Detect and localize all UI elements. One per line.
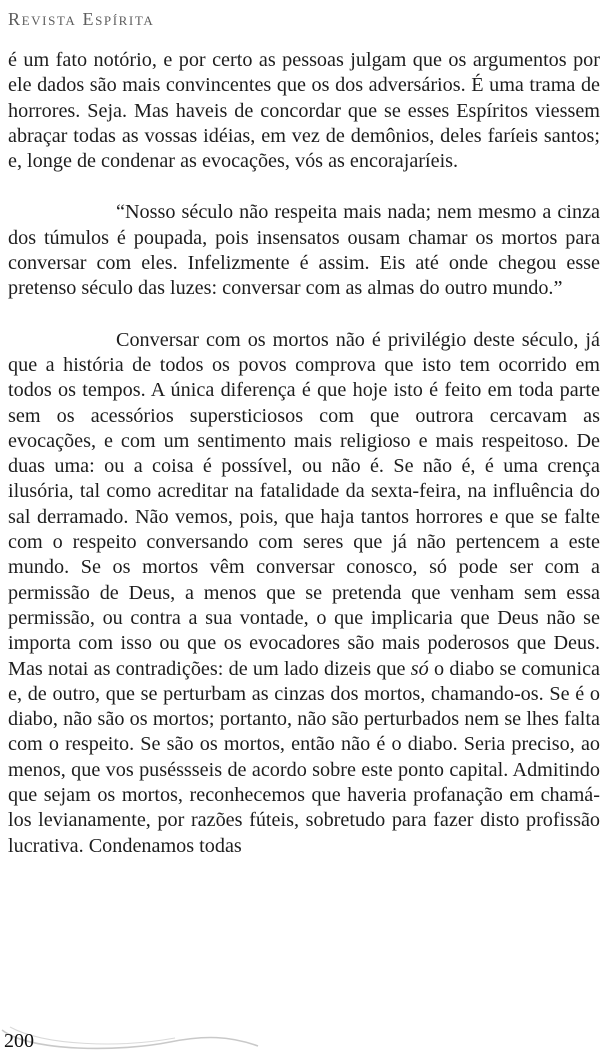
paragraph-1: é um fato notório, e por certo as pessoas julgam que os argumentos por ele dados são mais convincentes que os dos adversários. É uma trama de horrores. Seja. Mas haveis de concordar que se esses Espíritos viessem abraçar todas as vossas idéias, em vez de demônios, deles faríeis santos; e, longe de condenar as evocações, vós as encorajaríeis. bbox=[8, 49, 600, 173]
page-number-swoosh-ornament bbox=[0, 1022, 260, 1056]
paragraph-3-text-before: Conversar com os mortos não é privilégio deste século, já que a história de todos os povos comprova que isto tem ocorrido em todos os tempos. A única diferença é que hoje isto é feito em toda parte sem os acessórios supersticiosos com que outrora cercavam as evocações, e com um sentimento mais religioso e mais respeitoso. De duas uma: ou a coisa é possível, ou não é. Se não é, é uma crença ilusória, tal como acreditar na fatalidade da sexta-feira, na influência do sal derramado. Não vemos, pois, que haja tantos horrores e que se falte com o respeito conversando com seres que já não pertencem a este mundo. Se os mortos vêm conversar conosco, só pode ser com a permissão de Deus, a menos que se pretenda que venham sem essa permissão, ou contra a sua vontade, o que implicaria que Deus não se importa com isso ou que os evocadores são mais poderosos que Deus. Mas notai as contradições: de um lado dizeis que bbox=[8, 328, 600, 680]
paragraph-3-text-after: o diabo se comunica e, de outro, que se perturbam as cinzas dos mortos, chamando-os. Se é o diabo, não são os mortos; portanto, não são perturbados nem se lhes falta com o respeito. Se são os mortos, então não é o diabo. Seria preciso, ao menos, que vos puséssseis de acordo sobre este ponto capital. Admitindo que sejam os mortos, reconhecemos que haveria profanação em chamá-los levianamente, por razões fúteis, sobretudo para fazer disto profissão lucrativa. Condenamos todas bbox=[8, 657, 600, 857]
paragraph-3-emphasis: só bbox=[410, 657, 429, 680]
page-body bbox=[8, 48, 600, 859]
paragraph-3 bbox=[8, 328, 600, 859]
running-header: Revista Espírita bbox=[8, 9, 155, 29]
page-number: 200 bbox=[4, 1030, 34, 1052]
paragraph-2: “Nosso século não respeita mais nada; nem mesmo a cinza dos túmulos é poupada, pois insensatos ousam chamar os mortos para conversar com eles. Infelizmente é assim. Eis até onde chegou esse pretenso século das luzes: conversar com as almas do outro mundo.” bbox=[8, 201, 600, 300]
